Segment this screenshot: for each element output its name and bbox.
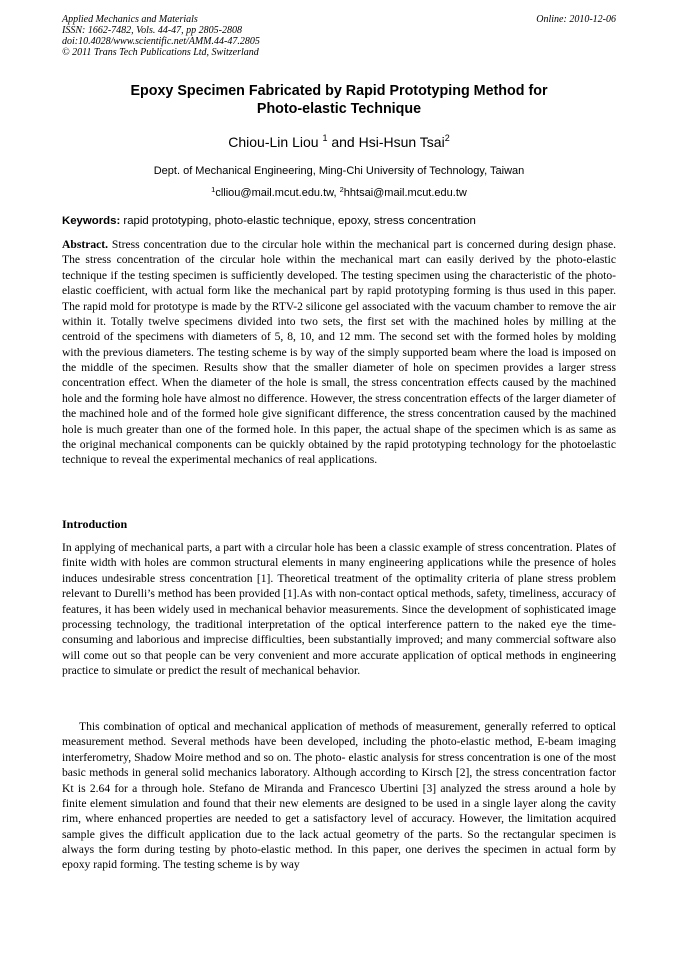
email-1-mark: 1	[211, 185, 216, 194]
email-2: hhtsai@mail.mcut.edu.tw	[343, 187, 467, 199]
journal-copyright: © 2011 Trans Tech Publications Ltd, Switzerland	[62, 47, 259, 58]
paragraph-text: In applying of mechanical parts, a part with a circular hole has been a classic example of stress concentration. Plates of finite width with holes are common structural elements in many engineering applications while the presence of holes induces undesirable stress concentration [1]. Theoretical treatment of the optimality criteria of plane stress problem relevant to Durelli’s method has been provided [1].As with non-contact optical methods, safety, timeliness, accuracy of features, it has been widely used in mechanical behavior measurements. Since the development of sophisticated image processing technology, the traditional interpretation of the optical interference pattern to the naked eye the time-consuming and laborious and imprecise difficulties, been substantially improved; and many commercial software also will come out so that people can be very convenient and more accurate application of optical methods in engineering practice to simulate or predict the result of mechanical behavior.	[62, 541, 616, 677]
author-2-affil-mark: 2	[444, 133, 450, 143]
author-2: Hsi-Hsun Tsai	[358, 134, 445, 150]
affiliation: Dept. of Mechanical Engineering, Ming-Chi University of Technology, Taiwan	[153, 165, 525, 177]
email-2-mark: 2	[339, 185, 344, 194]
author-1: Chiou-Lin Liou	[228, 134, 319, 150]
paragraph-text: This combination of optical and mechanical application of methods of measurement, generally referred to optical measurement method. Several methods have been developed, including the photo-elastic method, E-beam imaging interferometry, Shadow Moire method and so on. The photo- elastic analysis for stress concentration is one of the most basic methods in general solid mechanics laboratory. Although according to Kirsch [2], the stress concentration factor Kt is 2.64 for a through hole. Stefano de Miranda and Francesco Ubertini [3] analyzed the stress around a hole by finite element simulation and found that their new elements are designed to be used in a single layer along the cavity rim, where enhanced properties are needed to get a satisfactory level of accuracy. However, the limitation acquired sample gives the difficult application due to the lack actual geometry of the parts. So the rectangular specimen is always the form during testing by photo-elastic method. In this paper, one derives the specimen in actual form by epoxy rapid forming. The testing scheme is by way	[62, 720, 616, 872]
intro-paragraph-1	[62, 540, 616, 678]
keywords-label: Keywords:	[62, 215, 121, 227]
keywords-text: rapid prototyping, photo-elastic technique, epoxy, stress concentration	[120, 215, 476, 227]
journal-name: Applied Mechanics and Materials	[62, 14, 198, 25]
online-date: Online: 2010-12-06	[536, 14, 616, 25]
journal-issn: ISSN: 1662-7482, Vols. 44-47, pp 2805-2808	[62, 25, 242, 36]
abstract	[62, 237, 616, 468]
author-emails	[62, 183, 616, 200]
author-1-affil-mark: 1	[322, 133, 328, 143]
author-conjunction: and	[327, 134, 359, 150]
abstract-label: Abstract.	[62, 238, 109, 251]
keywords	[62, 214, 616, 228]
title-line-2: Photo-elastic Technique	[256, 101, 422, 117]
author-list	[62, 130, 616, 150]
abstract-text: Stress concentration due to the circular hole within the mechanical part is concerned during design phase. The stress concentration of the circular hole within the mechanical mart can easily derived by the photo-elastic technique if the testing specimen is sufficiently developed. The testing specimen using the characteristic of the photo-elastic coefficient, with actual form like the mechanical part by rapid prototyping forming is thus used in this paper. The rapid mold for prototype is made by the RTV-2 silicone gel associated with the vacuum chamber to remove the air within it. Totally twelve specimens divided into two sets, the first set with the machined holes by milling at the centroid of the specimens with diameters of 5, 8, 10, and 12 mm. The second set with the formed holes by molding with the previous diameters. The testing scheme is by way of the simply supported beam where the load is imposed on the middle of the specimen. Results show that the smaller diameter of hole on specimen provides a larger stress concentration effect. When the diameter of the hole is small, the stress concentration effects caused by the machined hole and the forming hole have almost no difference. However, the stress concentration effects of the larger diameter of the machined hole and of the formed hole give significant difference, the stress concentration caused by the machined hole is much greater than one of the formed hole. In this paper, the actual shape of the specimen which is as same as the original mechanical components can be quickly obtained by the rapid prototyping technology for the photoelastic technique to reveal the experimental mechanics of real applications.	[62, 238, 616, 467]
paper-title	[62, 82, 616, 118]
section-heading-introduction: Introduction	[62, 517, 128, 531]
title-line-1: Epoxy Specimen Fabricated by Rapid Prototyping Method for	[130, 83, 548, 99]
journal-header	[62, 14, 616, 58]
email-1: clliou@mail.mcut.edu.tw,	[215, 187, 340, 199]
journal-info	[62, 14, 616, 58]
journal-doi: doi:10.4028/www.scientific.net/AMM.44-47.2805	[62, 36, 260, 47]
intro-paragraph-2	[62, 719, 616, 873]
